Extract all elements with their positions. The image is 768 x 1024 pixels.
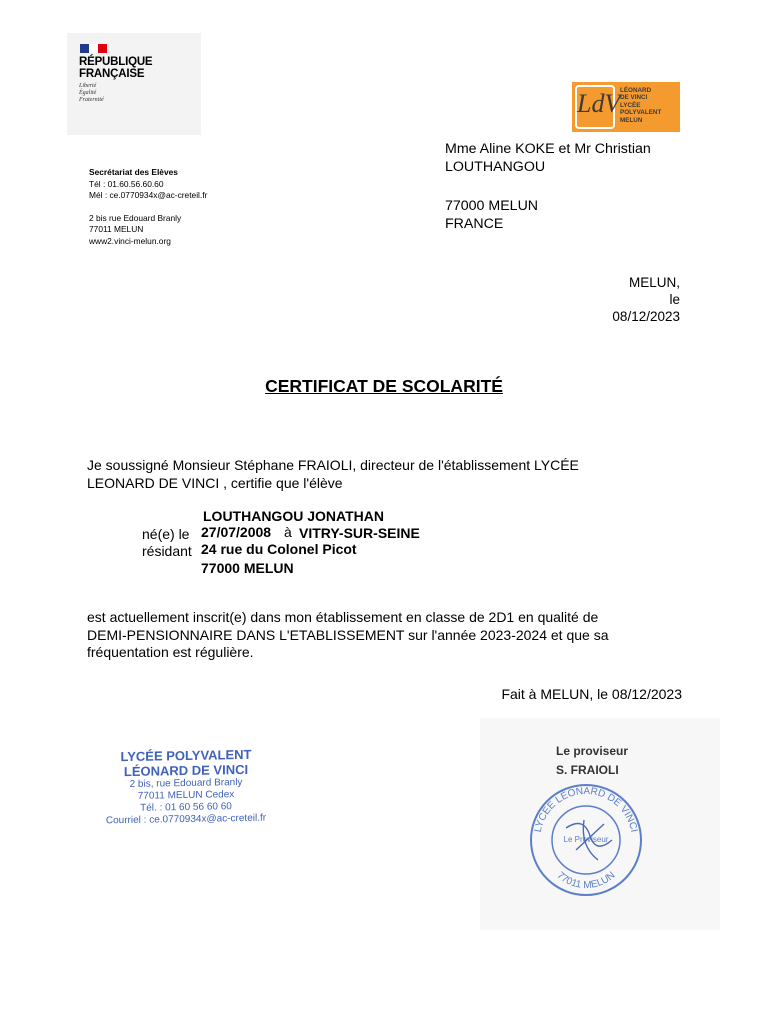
republique-title: RÉPUBLIQUE FRANÇAISE [79,56,153,80]
secretariat-mail: Mél : ce.0770934x@ac-creteil.fr [89,190,208,200]
secretariat-street: 2 bis rue Edouard Branly [89,212,182,223]
secretariat-web: www2.vinci-melun.org [89,235,171,246]
enrollment-paragraph: est actuellement inscrit(e) dans mon établissement en classe de 2D1 en qualité de DEMI-PENSIONNAIRE DANS L'ETABLISSEMENT sur l'année 2023-2024 et que sa fréquentation est régulière. [87,609,609,660]
official-seal [526,780,646,898]
secretariat-city: 77011 MELUN [89,224,144,234]
student-city: 77000 MELUN [201,560,294,576]
seal-center-text: Le Proviseur [563,835,609,844]
ldv-mark-icon: LdV [575,85,615,129]
svg-text:LYCÉE LÉONARD DE VINCI [533,786,640,833]
lycee-logo [572,82,680,132]
fait-a: Fait à MELUN, le 08/12/2023 [501,686,682,702]
secretariat-tel: Tél : 01.60.56.60.60 [89,178,164,189]
republique-motto: Liberté Égalité Fraternité [79,83,104,103]
school-stamp: LYCÉE POLYVALENT LÉONARD DE VINCI 2 bis, rue Edouard Branly 77011 MELUN Cedex Tél. : 01 60 56 60 60 Courriel : ce.0770934x@ac-creteil.fr [105,746,267,827]
signature-area [480,718,720,930]
republique-francaise-logo [67,33,201,135]
signature-title: Le proviseur [556,744,629,758]
recipient-address: Mme Aline KOKE et Mr Christian LOUTHANGOU 77000 MELUN FRANCE [445,141,651,232]
document-title: CERTIFICAT DE SCOLARITÉ [265,376,503,396]
student-street: 24 rue du Colonel Picot [201,541,357,557]
svg-text:77011 MELUN [555,870,618,891]
secretariat-contact [89,167,207,247]
place-date: MELUN, le 08/12/2023 [612,275,680,324]
birth-place: VITRY-SUR-SEINE [299,525,420,541]
logo-text: LÉONARD DE VINCI LYCÉE POLYVALENT MELUN [620,87,662,124]
birth-date: 27/07/2008 [201,524,272,540]
intro-paragraph: Je soussigné Monsieur Stéphane FRAIOLI, directeur de l'établissement LYCÉE LEONARD DE VINCI , certifie que l'élève [87,457,579,491]
seal-bottom-text: 77011 MELUN [554,869,618,892]
french-flag-icon [80,44,107,53]
student-name: LOUTHANGOU JONATHAN [203,508,384,524]
at-label: à [284,524,292,540]
signature-name: S. FRAIOLI [556,763,619,777]
born-label: né(e) le [142,526,190,542]
seal-top-text: LYCÉE LÉONARD DE VINCI [532,785,640,834]
secretariat-title: Secrétariat des Elèves [89,167,178,177]
resident-label: résidant [142,543,192,559]
